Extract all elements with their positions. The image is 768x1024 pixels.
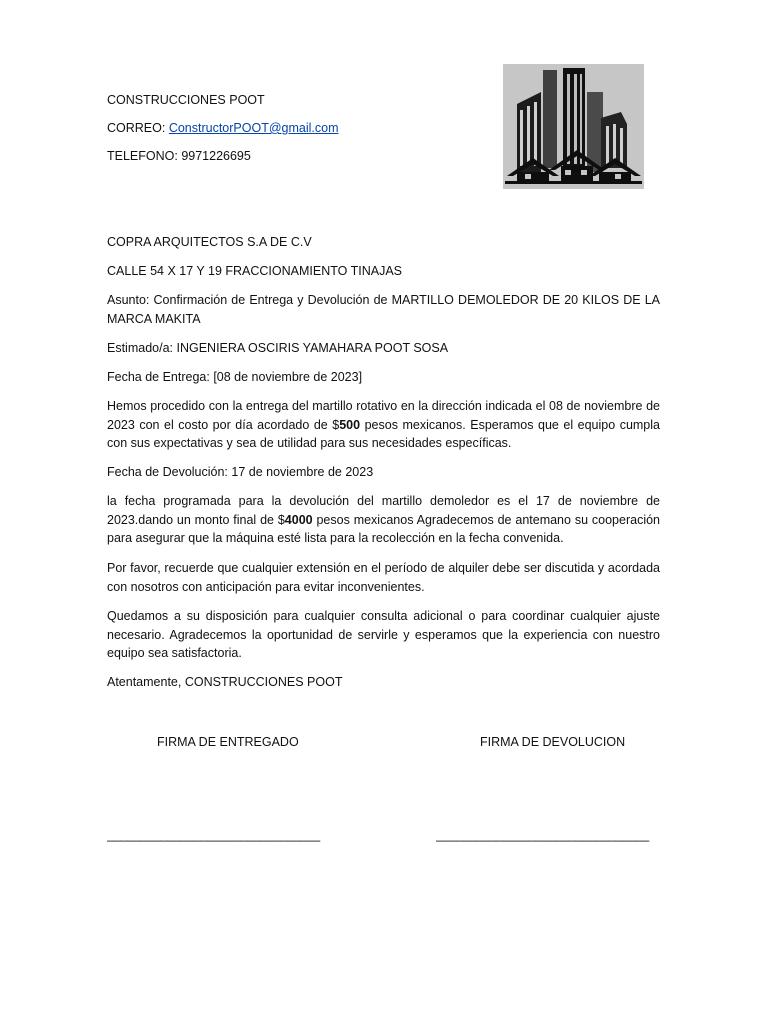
paragraph-return bbox=[107, 492, 660, 548]
email-label: CORREO: bbox=[107, 121, 169, 135]
signature-delivered-label: FIRMA DE ENTREGADO bbox=[157, 735, 299, 749]
final-amount: 4000 bbox=[284, 512, 313, 527]
signature-delivered-line: ________________________________ bbox=[107, 828, 320, 842]
recipient-company: COPRA ARQUITECTOS S.A DE C.V bbox=[107, 235, 312, 249]
paragraph-return-text-1: la fecha programada para la devolución del martillo demoledor es el 17 de noviembre de 2023.dando un monto final de $ bbox=[107, 494, 660, 527]
salutation: Estimado/a: INGENIERA OSCIRIS YAMAHARA POOT SOSA bbox=[107, 341, 449, 355]
email-link[interactable]: ConstructorPOOT@gmail.com bbox=[168, 121, 339, 135]
buildings-skyline-icon bbox=[503, 64, 644, 189]
paragraph-delivery bbox=[107, 397, 660, 453]
paragraph-delivery-text-2: pesos mexicanos. Esperamos que el equipo cumpla con sus expectativas y sea de utilidad para sus necesidades específicas. bbox=[107, 417, 660, 451]
signature-returned-label: FIRMA DE DEVOLUCION bbox=[480, 735, 626, 749]
paragraph-closing: Quedamos a su disposición para cualquier consulta adicional o para coordinar cualquier ajuste necesario. Agradecemos la oportunidad de servirle y esperamos que la experiencia con nuestro equipo sea satisfactoria. bbox=[107, 609, 660, 661]
delivery-date: Fecha de Entrega: [08 de noviembre de 2023] bbox=[107, 370, 363, 384]
paragraph-extension: Por favor, recuerde que cualquier extensión en el período de alquiler debe ser discutida y acordada con nosotros con anticipación para evitar inconvenientes. bbox=[107, 561, 660, 594]
sender-company: CONSTRUCCIONES POOT bbox=[107, 93, 265, 107]
return-date: Fecha de Devolución: 17 de noviembre de 2023 bbox=[107, 465, 374, 479]
sender-email-line bbox=[107, 119, 338, 137]
paragraph-delivery-text-1: Hemos procedido con la entrega del martillo rotativo en la dirección indicada el 08 de noviembre de 2023 con el costo por día acordado de $ bbox=[107, 399, 660, 432]
signature-returned-line: ________________________________ bbox=[436, 828, 649, 842]
paragraph-return-text-2: pesos mexicanos Agradecemos de antemano su cooperación para asegurar que la máquina esté lista para la recolección en la fecha convenida. bbox=[107, 512, 660, 546]
daily-cost-amount: 500 bbox=[339, 417, 361, 432]
recipient-address: CALLE 54 X 17 Y 19 FRACCIONAMIENTO TINAJAS bbox=[107, 264, 403, 278]
subject-line: Asunto: Confirmación de Entrega y Devolución de MARTILLO DEMOLEDOR DE 20 KILOS DE LA MARCA MAKITA bbox=[107, 293, 660, 326]
closing-line: Atentamente, CONSTRUCCIONES POOT bbox=[107, 675, 343, 689]
sender-phone: TELEFONO: 9971226695 bbox=[107, 149, 251, 163]
